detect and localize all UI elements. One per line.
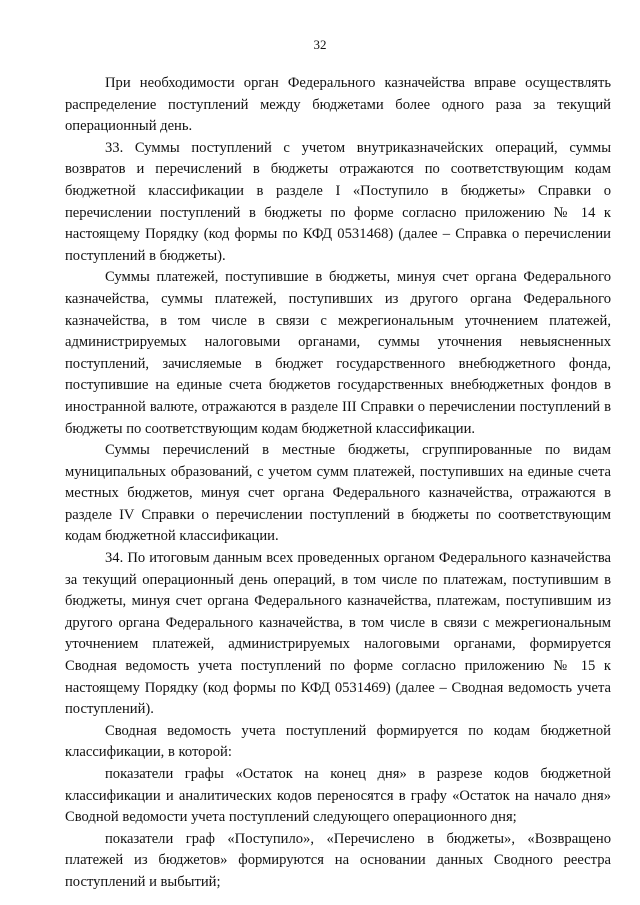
paragraph-item-34: 34. По итоговым данным всех проведенных органом Федерального казначейства за текущий операционный день операций, в том числе по платежам, поступившим в бюджеты, минуя счет органа Федерального казначейства, платежам, поступившим из другого органа Федерального казначейства, в том числе в связи с межрегиональным уточнением платежей, администрируемых налоговыми органами, формируется Сводная ведомость учета поступлений по форме согласно приложению № 15 к настоящему Порядку (код формы по КФД 0531469) (далее – Сводная ведомость учета поступлений). bbox=[65, 550, 611, 718]
paragraph-local-budgets-section-4: Суммы перечислений в местные бюджеты, сгруппированные по видам муниципальных образований, с учетом сумм платежей, поступивших на единые счета местных бюджетов, минуя счет органа Федерального казначейства, отражаются в разделе IV Справки о перечислении поступлений в бюджеты по соответствующим кодам бюджетной классификации. bbox=[65, 442, 611, 545]
paragraph-payments-section-3: Суммы платежей, поступившие в бюджеты, минуя счет органа Федерального казначейства, суммы платежей, поступивших из другого органа Федерального казначейства, в том числе в связи с межрегиональным уточнением платежей, администрируемых налоговыми органами, суммы уточнения невыясненных поступлений, зачисляемые в бюджет государственного внебюджетного фонда, поступившие на единые счета бюджетов государственных внебюджетных фондов в иностранной валюте, отражаются в разделе III Справки о перечислении поступлений в бюджеты по соответствующим кодам бюджетной классификации. bbox=[65, 269, 611, 437]
paragraph-item-33: 33. Суммы поступлений с учетом внутриказначейских операций, суммы возвратов и перечислений в бюджеты отражаются по соответствующим кодам бюджетной классификации в разделе I «Поступило в бюджеты» Справки о перечислении поступлений в бюджеты по форме согласно приложению № 14 к настоящему Порядку (код формы по КФД 0531468) (далее – Справка о перечислении поступлений в бюджеты). bbox=[65, 139, 611, 264]
paragraph-summary-statement-intro: Сводная ведомость учета поступлений формируется по кодам бюджетной классификации, в которой: bbox=[65, 722, 611, 761]
paragraph-end-of-day-balance: показатели графы «Остаток на конец дня» в разрезе кодов бюджетной классификации и аналитических кодов переносятся в графу «Остаток на начало дня» Сводной ведомости учета поступлений следующего операционного дня; bbox=[65, 766, 611, 826]
document-body bbox=[65, 73, 611, 894]
page-number: 32 bbox=[313, 37, 327, 52]
paragraph-received-columns: показатели граф «Поступило», «Перечислено в бюджеты», «Возвращено платежей из бюджетов» формируются на основании данных Сводного реестра поступлений и выбытий; bbox=[65, 830, 611, 890]
paragraph-distribution-note: При необходимости орган Федерального казначейства вправе осуществлять распределение поступлений между бюджетами более одного раза за текущий операционный день. bbox=[65, 75, 611, 135]
